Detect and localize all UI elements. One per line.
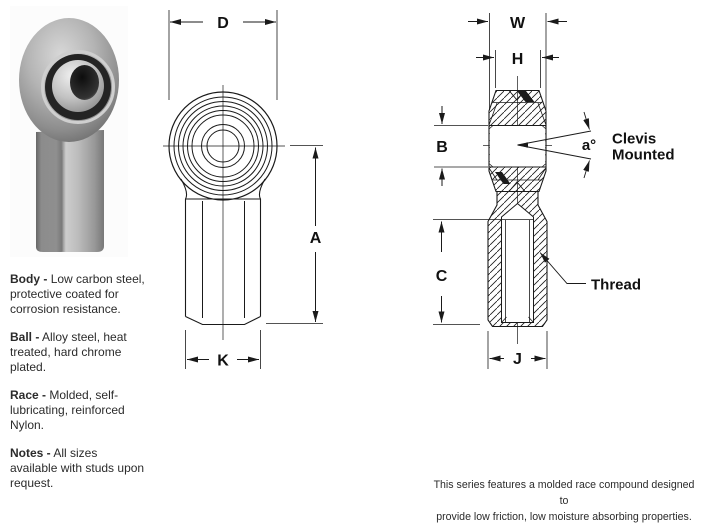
- dim-label-c: C: [435, 268, 448, 285]
- dim-b: [434, 106, 488, 186]
- clevis-mounted-label-line2: Mounted: [612, 146, 675, 164]
- footnote-line2: provide low friction, low moisture absorbing properties.: [436, 511, 692, 523]
- dim-label-a: A: [309, 230, 322, 247]
- product-photo: [10, 6, 128, 257]
- dim-label-d: D: [217, 15, 229, 32]
- front-view: [163, 10, 323, 370]
- callout-thread: [540, 253, 641, 294]
- dim-label-j: J: [513, 351, 522, 368]
- callout-clevis-mounted: [612, 131, 674, 164]
- spec-ball-term: Ball -: [10, 330, 40, 344]
- dim-a: [266, 146, 323, 324]
- spec-body: Body - Low carbon steel, protective coated for corrosion resistance.: [10, 272, 145, 316]
- spec-notes: Notes - All sizes available with studs upon request.: [10, 446, 145, 490]
- side-view-shank-section: [488, 192, 547, 327]
- thread-label: Thread: [591, 276, 642, 294]
- spec-body-term: Body -: [10, 272, 48, 286]
- series-footnote: [428, 477, 700, 525]
- spec-race: Race - Molded, self- lubricating, reinforced Nylon.: [10, 388, 125, 432]
- spec-ball: Ball - Alloy steel, heat treated, hard chrome plated.: [10, 330, 127, 374]
- side-view: [433, 13, 674, 369]
- dim-label-k: K: [217, 352, 229, 370]
- clevis-mounted-label-line1: Clevis: [612, 130, 657, 148]
- dim-label-b: B: [436, 139, 448, 156]
- footnote-line1: This series features a molded race compound designed to: [433, 479, 695, 507]
- spec-notes-term: Notes -: [10, 446, 51, 460]
- spec-race-term: Race -: [10, 388, 47, 402]
- dim-label-w: W: [509, 15, 526, 32]
- material-specs: [10, 272, 168, 504]
- dim-label-h: H: [511, 51, 524, 68]
- photo-bore: [70, 65, 99, 100]
- photo-hex-shank: [36, 130, 104, 252]
- dim-label-angle: a°: [581, 137, 597, 154]
